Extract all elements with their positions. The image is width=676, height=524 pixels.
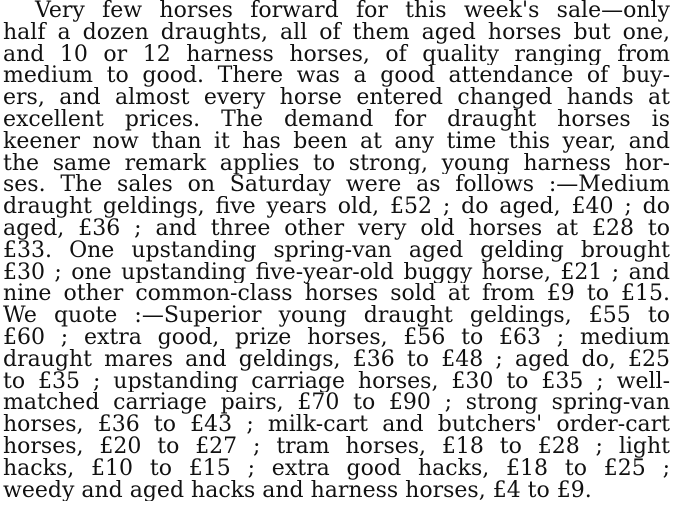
article-line: £60 ; extra good, prize horses, £56 to £63 ; medium: [3, 326, 670, 349]
article-line: matched carriage pairs, £70 to £90 ; strong spring-van: [3, 392, 670, 415]
article-line: ers, and almost every horse entered changed hands at: [3, 87, 670, 109]
article-line: nine other common-class horses sold at from £9 to £15.: [3, 283, 670, 306]
article-line: aged, £36 ; and three other very old horses at £28 to: [3, 217, 670, 240]
article-body: [3, 0, 670, 501]
article-line: and 10 or 12 harness horses, of quality ranging from: [3, 43, 670, 66]
article-line: £30 ; one upstanding five-year-old buggy horse, £21 ; and: [3, 261, 670, 284]
article-line: horses, £36 to £43 ; milk-cart and butchers' order-cart: [3, 414, 670, 436]
article-line: the same remark applies to strong, young harness hor-: [3, 152, 670, 175]
article-line: weedy and aged hacks and harness horses, £4 to £9.: [3, 479, 592, 502]
article-line: ses. The sales on Saturday were as follows :—Medium: [3, 174, 670, 197]
article-line: draught mares and geldings, £36 to £48 ; aged do, £25: [3, 348, 670, 371]
article-line: £33. One upstanding spring-van aged gelding brought: [3, 239, 670, 262]
article-line: We quote :—Superior young draught geldings, £55 to: [3, 305, 670, 327]
article-line: Very few horses forward for this week's sale—only: [35, 0, 670, 22]
article-line: keener now than it has been at any time this year, and: [3, 130, 670, 153]
article-line: horses, £20 to £27 ; tram horses, £18 to £28 ; light: [3, 435, 670, 458]
article-line: draught geldings, five years old, £52 ; do aged, £40 ; do: [3, 196, 670, 218]
article-line: half a dozen draughts, all of them aged horses but one,: [3, 21, 670, 44]
article-line: hacks, £10 to £15 ; extra good hacks, £18 to £25 ;: [3, 457, 670, 480]
article-line: to £35 ; upstanding carriage horses, £30 to £35 ; well-: [3, 370, 670, 393]
article-line: excellent prices. The demand for draught horses is: [3, 108, 670, 131]
article-line: medium to good. There was a good attendance of buy-: [3, 65, 670, 88]
